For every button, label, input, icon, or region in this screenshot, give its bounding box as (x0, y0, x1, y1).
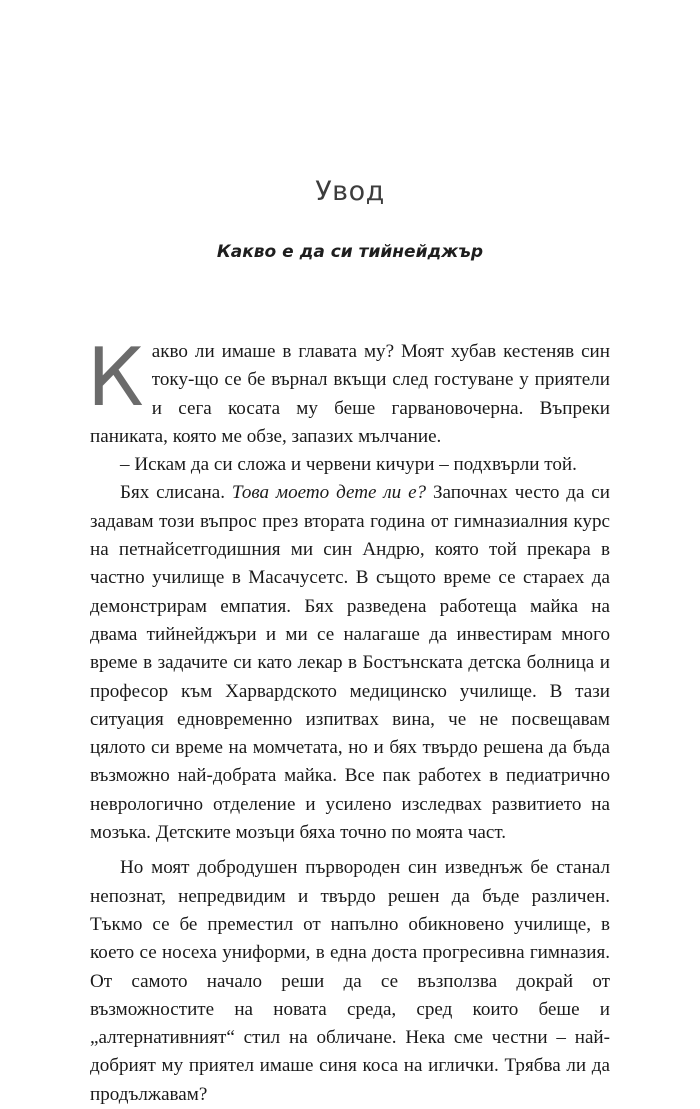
paragraph-3 (90, 479, 610, 847)
paragraph-3-italic-quote: Това моето дете ли е? (231, 482, 427, 504)
chapter-title: Увод (315, 176, 385, 207)
paragraph-3-lead: Бях слисана. (120, 482, 232, 504)
paragraph-1-text: акво ли имаше в главата му? Моят хубав кестеняв син току-що се бе върнал вкъщи след гостуване у приятели и сега косата му беше гарвановочерна. Въпреки паниката, която ме обзе, запазих мълчание. (90, 341, 610, 447)
paragraph-4: Но моят добродушен първороден син изведнъж бе станал непознат, непредвидим и твърдо решен да бъде различен. Тъкмо се бе преместил от напълно обикновено училище, в което се носеха униформи, в една доста прогресивна гимназия. От самото начало реши да се възползва докрай от възможностите на новата среда, сред които беше и „алтернативният“ стил на обличане. Нека сме честни – най-добрият му приятел имаше синя коса на иглички. Трябва ли да продължавам? (90, 857, 610, 1105)
paragraph-3-text: Започнах често да си задавам този въпрос през втората година от гимназиалния курс на петнайсетгодишния ми син Андрю, която той прекара в частно училище в Масачусетс. В същото време се стараех да демонстрирам емпатия. Бях разведена работеща майка на двама тийнейджъри и ми се налагаше да инвестирам много време в задачите си като лекар в Бостънската детска болница и професор към Харвардското медицинско училище. В тази ситуация едновременно изпитвах вина, че не посвещавам цялото си време на момчетата, но и бях твърдо решена да бъда възможно най-добрата майка. Все пак работех в педиатрично неврологично отделение и усилено изследвах развитието на мозъка. Детските мозъци бяха точно по моята част. (90, 482, 610, 844)
drop-cap: К (87, 331, 144, 424)
paragraph-2: – Искам да си сложа и червени кичури – подхвърли той. (120, 454, 577, 476)
chapter-subtitle: Какво е да си тийнейджър (216, 242, 484, 262)
body-text (87, 331, 610, 1109)
paragraph-1 (87, 331, 610, 451)
